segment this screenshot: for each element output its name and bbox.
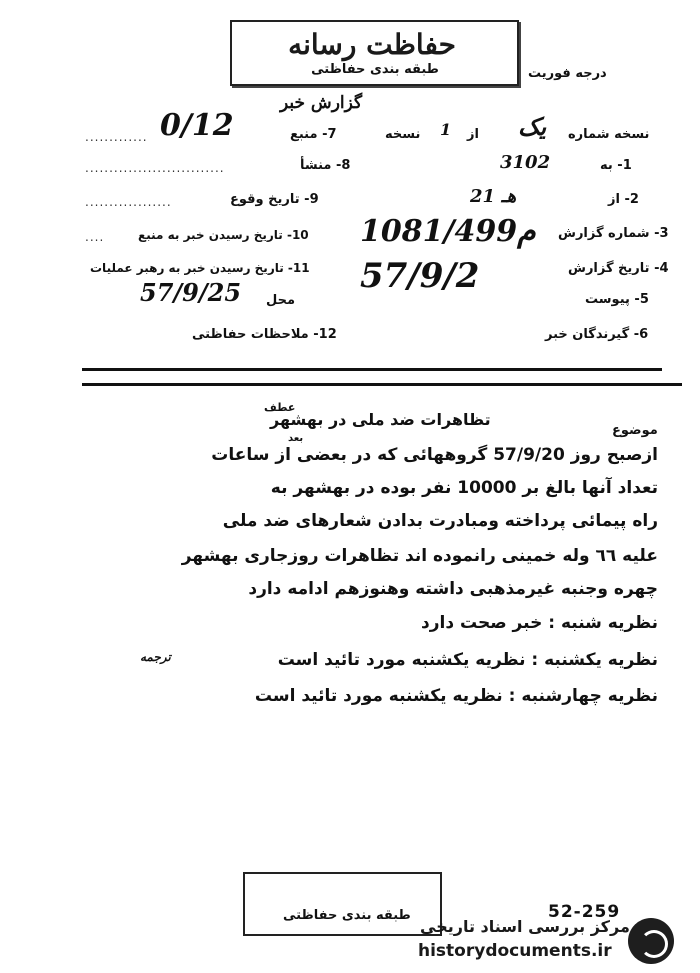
body-line: چهره وجنبه غیرمذهبی داشته وهنوزهم ادامه دارد <box>248 579 658 599</box>
from-label: 2- از <box>608 192 639 207</box>
report-date-value: 57/9/2 <box>360 256 480 296</box>
body-annotation-above: بعد <box>288 433 304 444</box>
watermark-url: historydocuments.ir <box>418 941 612 961</box>
source-dots: ............. <box>85 130 148 144</box>
copy-of-value: 1 <box>440 120 452 139</box>
footer-stamp-frame <box>243 872 442 936</box>
copy-of-label: از <box>467 127 479 142</box>
received-by-leader-label: 11- تاریخ رسیدن خبر به رهبر عملیات <box>90 261 310 275</box>
copy-number-value: یک <box>518 112 547 141</box>
security-remarks-label: 12- ملاحظات حفاظتی <box>192 327 337 342</box>
classification-label: طبقه بندی حفاظتی <box>311 62 439 77</box>
occurrence-date-dots: .................. <box>85 195 172 209</box>
subject-value: تظاهرات ضد ملی در بهشهر <box>270 410 491 429</box>
stamp-text: حفاظت رسانه <box>288 28 456 61</box>
origin-label: 8- منشأ <box>300 158 351 173</box>
body-line: علیه ٦٦ وله خمینی رانموده اند تظاهرات روزجاری بهشهر <box>181 546 658 566</box>
body-line: تعداد آنها بالغ بر 10000 نفر بوده در بهشهر به <box>270 478 658 498</box>
body-annotation-end: ترجمه <box>140 650 171 664</box>
body-line: راه پیمائی پرداخته ومبادرت بدادن شعارهای ضد ملی <box>222 511 658 531</box>
watermark-org: مرکز بررسی اسناد تاریخی <box>420 917 630 936</box>
report-title: گزارش خبر <box>280 93 363 113</box>
received-by-source-dots: .... <box>85 230 105 244</box>
subject-annotation: عطف <box>264 401 296 414</box>
recipients-label: 6- گیرندگان خبر <box>545 327 649 342</box>
report-number-label: 3- شماره گزارش <box>558 226 669 241</box>
copy-number-label: نسخه شماره <box>568 127 650 142</box>
occurrence-date-label: 9- تاریخ وقوع <box>230 192 319 207</box>
body-line: نظریه چهارشنبه : نظریه یکشنبه مورد تائید است <box>254 686 658 706</box>
report-number-value: 1081/499م <box>360 214 536 249</box>
footer-classification: طبقه بندی حفاظتی <box>283 908 411 923</box>
body-line: نظریه شنبه : خبر صحت دارد <box>420 613 658 633</box>
received-by-source-label: 10- تاریخ رسیدن خبر به منبع <box>138 228 309 242</box>
subject-label: موضوع <box>612 423 658 438</box>
header-rule-bottom <box>82 383 682 386</box>
origin-dots: ............................. <box>85 161 225 175</box>
document-number: 52-259 <box>548 902 621 922</box>
report-date-label: 4- تاریخ گزارش <box>568 261 669 276</box>
location-label: محل <box>266 293 296 308</box>
header-rule-top <box>82 368 662 371</box>
archive-logo-mark <box>640 930 668 958</box>
from-value: 2هـ 1 <box>470 186 517 207</box>
body-line: ازصبح روز 57/9/20 گروههائی که در بعضی از ساعات <box>211 445 658 465</box>
attachment-label: 5- پیوست <box>585 292 649 307</box>
source-value: 0/12 <box>160 108 234 143</box>
source-label: 7- منبع <box>290 127 337 142</box>
copy-label: نسخه <box>385 127 421 142</box>
location-date-value: 57/9/25 <box>140 278 242 307</box>
to-label: 1- به <box>600 158 632 173</box>
urgency-degree-label: درجه فوریت <box>528 66 607 81</box>
to-value: 3102 <box>500 152 551 173</box>
body-line: نظریه یکشنبه : نظریه یکشنبه مورد تائید است <box>277 650 658 670</box>
